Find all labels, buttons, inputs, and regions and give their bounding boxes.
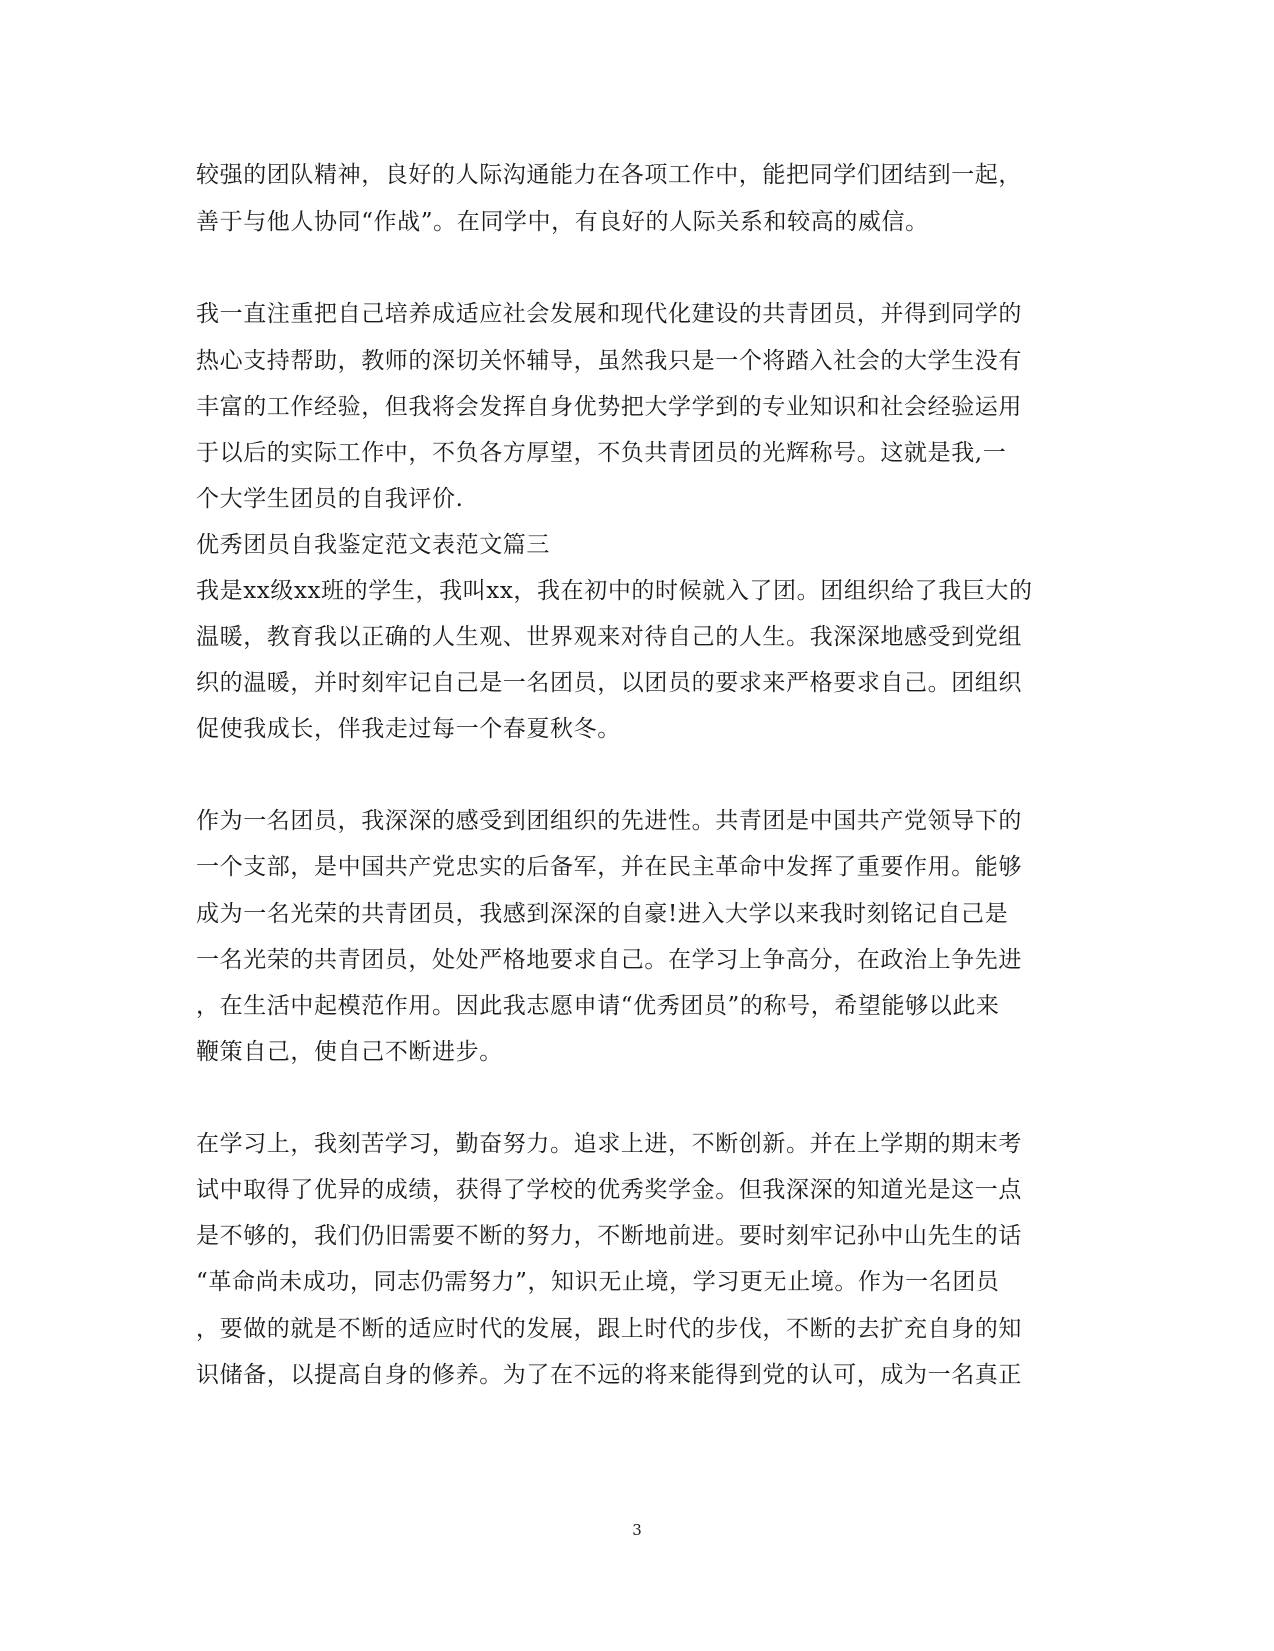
text-line: ，在生活中起模范作用。因此我志愿申请“优秀团员”的称号，希望能够以此来	[196, 993, 1000, 1019]
text-line: 丰富的工作经验，但我将会发挥自身优势把大学学到的专业知识和社会经验运用	[196, 394, 1022, 420]
text-line: 成为一名光荣的共青团员，我感到深深的自豪!进入大学以来我时刻铭记自己是	[196, 901, 1009, 927]
text-line: 是不够的，我们仍旧需要不断的努力，不断地前进。要时刻牢记孙中山先生的话	[196, 1223, 1022, 1249]
text-line: 作为一名团员，我深深的感受到团组织的先进性。共青团是中国共产党领导下的	[196, 808, 1022, 834]
text-line: 热心支持帮助，教师的深切关怀辅导，虽然我只是一个将踏入社会的大学生没有	[196, 348, 1022, 374]
text-line: 促使我成长，伴我走过每一个春夏秋冬。	[196, 716, 621, 742]
section-heading: 优秀团员自我鉴定范文表范文篇三	[196, 532, 550, 558]
text-line: 善于与他人协同“作战”。在同学中，有良好的人际关系和较高的威信。	[196, 209, 929, 235]
text-line: 我是xx级xx班的学生，我叫xx，我在初中的时候就入了团。团组织给了我巨大的	[196, 578, 1033, 604]
text-line: “革命尚未成功，同志仍需努力”，知识无止境，学习更无止境。作为一名团员	[196, 1269, 1000, 1295]
text-line: 我一直注重把自己培养成适应社会发展和现代化建设的共青团员，并得到同学的	[196, 301, 1022, 327]
text-line: 鞭策自己，使自己不断进步。	[196, 1039, 503, 1065]
text-line: 识储备，以提高自身的修养。为了在不远的将来能得到党的认可，成为一名真正	[196, 1362, 1022, 1388]
text-line: 个大学生团员的自我评价.	[196, 486, 464, 512]
text-line: 一名光荣的共青团员，处处严格地要求自己。在学习上争高分，在政治上争先进	[196, 947, 1022, 973]
text-line: 织的温暖，并时刻牢记自己是一名团员，以团员的要求来严格要求自己。团组织	[196, 670, 1022, 696]
text-line: 在学习上，我刻苦学习，勤奋努力。追求上进，不断创新。并在上学期的期末考	[196, 1131, 1022, 1157]
text-line: 于以后的实际工作中，不负各方厚望，不负共青团员的光辉称号。这就是我,一	[196, 440, 1007, 466]
text-line: 温暖，教育我以正确的人生观、世界观来对待自己的人生。我深深地感受到党组	[196, 624, 1022, 650]
text-line: ，要做的就是不断的适应时代的发展，跟上时代的步伐，不断的去扩充自身的知	[196, 1316, 1022, 1342]
text-line: 较强的团队精神，良好的人际沟通能力在各项工作中，能把同学们团结到一起，	[196, 162, 1022, 188]
text-line: 一个支部，是中国共产党忠实的后备军，并在民主革命中发挥了重要作用。能够	[196, 854, 1022, 880]
page-number: 3	[632, 1521, 642, 1539]
text-line: 试中取得了优异的成绩，获得了学校的优秀奖学金。但我深深的知道光是这一点	[196, 1177, 1022, 1203]
